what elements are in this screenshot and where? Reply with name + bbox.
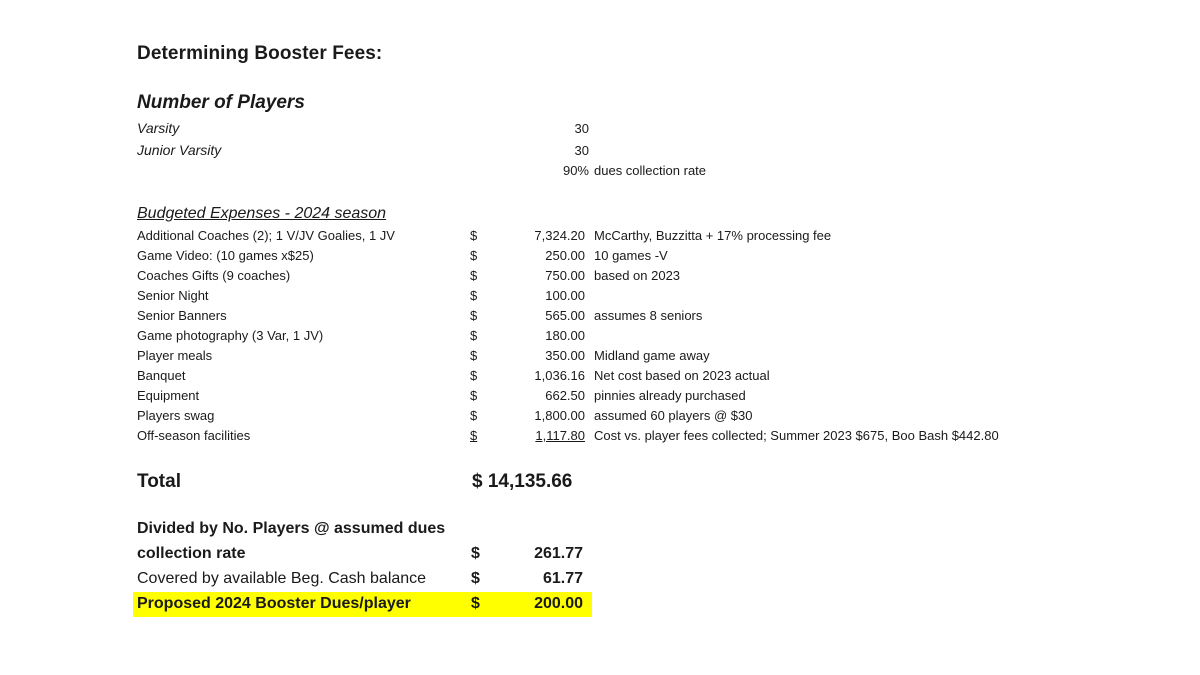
expense-note: Cost vs. player fees collected; Summer 2023 $675, Boo Bash $442.80 [594,428,999,443]
covered-label: Covered by available Beg. Cash balance [137,570,427,587]
expense-note: Net cost based on 2023 actual [594,368,770,383]
expense-note: 10 games -V [594,248,668,263]
currency-symbol: $ [471,545,480,562]
currency-symbol: $ [470,408,478,423]
expense-amount: 250.00 [545,248,585,263]
currency-symbol: $ [470,248,478,263]
expense-note: pinnies already purchased [594,388,746,403]
currency-symbol: $ [470,268,478,283]
expense-amount: 565.00 [545,308,585,323]
proposed-amount: 200.00 [534,595,583,612]
currency-symbol: $ [470,308,478,323]
expenses-heading: Budgeted Expenses - 2024 season [137,205,387,222]
divided-label-line1: Divided by No. Players @ assumed dues [137,520,446,537]
currency-symbol: $ [470,368,478,383]
expense-amount [465,428,585,443]
currency-symbol: $ [471,595,480,612]
expense-label: Banquet [137,368,186,383]
expense-amount: 100.00 [545,288,585,303]
expense-note: Midland game away [594,348,710,363]
expense-amount: 750.00 [545,268,585,283]
varsity-count: 30 [574,121,589,136]
expense-amount: 7,324.20 [534,228,585,243]
expense-label: Off-season facilities [137,428,251,443]
expense-label: Equipment [137,388,200,403]
expense-label: Coaches Gifts (9 coaches) [137,268,291,283]
expense-amount-text: 1,117.80 [535,428,585,443]
expense-label: Additional Coaches (2); 1 V/JV Goalies, 1 JV [137,228,395,243]
currency-symbol: $ [470,328,478,343]
expense-label: Senior Night [137,288,209,303]
total-label: Total [137,471,181,492]
currency-symbol: $ [470,388,478,403]
expense-amount: 1,800.00 [534,408,585,423]
collection-rate-label: dues collection rate [594,163,707,178]
collection-rate-value: 90% [562,163,589,178]
expense-label: Player meals [137,348,213,363]
currency-symbol: $ [471,570,480,587]
currency-symbol: $ [470,348,478,363]
currency-symbol-text: $ [470,428,478,443]
players-heading: Number of Players [137,92,305,113]
page-title: Determining Booster Fees: [137,43,383,64]
expense-label: Players swag [137,408,215,423]
covered-amount: 61.77 [542,570,583,587]
expense-note: assumes 8 seniors [594,308,703,323]
proposed-label: Proposed 2024 Booster Dues/player [137,595,411,612]
total-value: $ 14,135.66 [472,471,573,492]
expense-label: Game photography (3 Var, 1 JV) [137,328,324,343]
expense-label: Senior Banners [137,308,227,323]
currency-symbol: $ [470,228,478,243]
divided-label-line2: collection rate [137,545,246,562]
expense-amount: 180.00 [545,328,585,343]
divided-amount: 261.77 [534,545,583,562]
expense-label: Game Video: (10 games x$25) [137,248,314,263]
expense-amount: 1,036.16 [534,368,585,383]
expense-note: based on 2023 [594,268,681,283]
currency-symbol: $ [470,288,478,303]
expense-amount: 662.50 [545,388,585,403]
varsity-label: Varsity [137,120,180,136]
expense-amount: 350.00 [545,348,585,363]
junior-varsity-label: Junior Varsity [137,142,222,158]
expense-note: McCarthy, Buzzitta + 17% processing fee [594,228,832,243]
junior-varsity-count: 30 [574,143,589,158]
expense-note: assumed 60 players @ $30 [594,408,753,423]
